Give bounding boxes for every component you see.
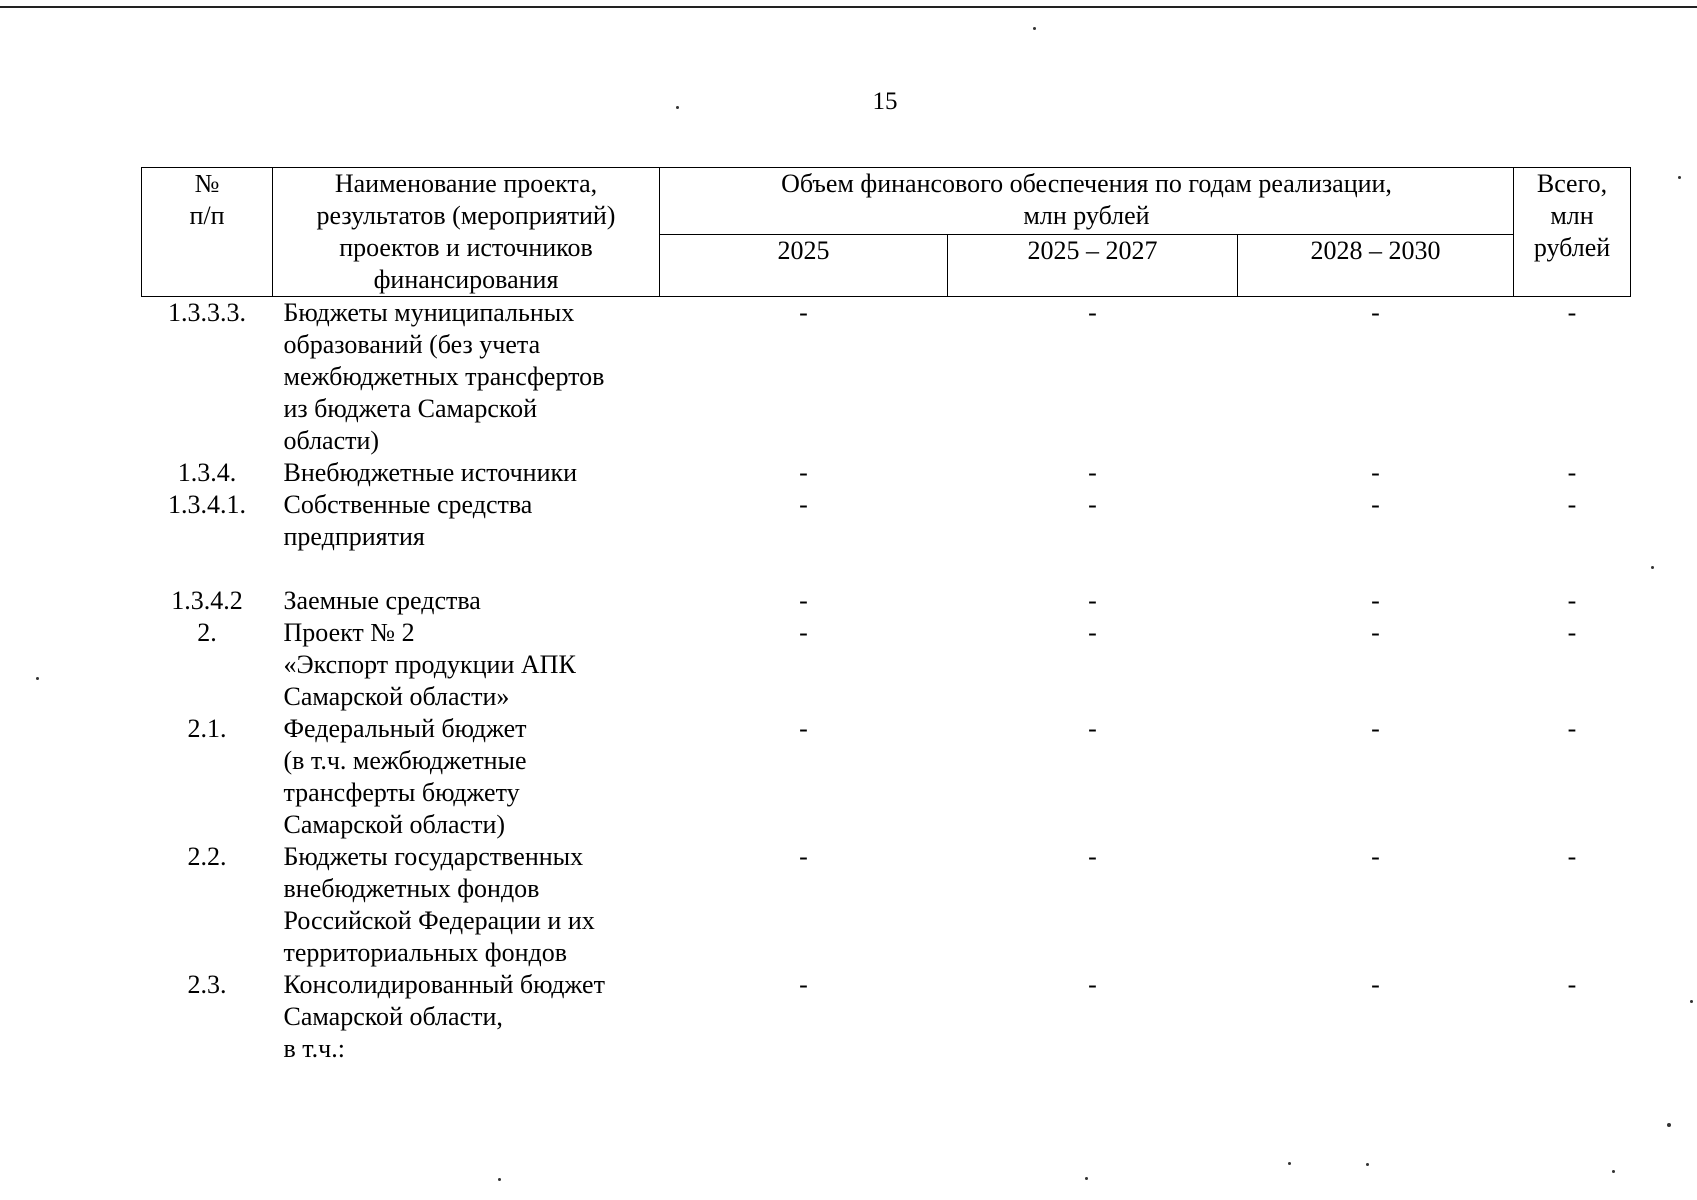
header-year-2028-2030: 2028 – 2030: [1238, 234, 1514, 296]
table-row: [142, 585, 1631, 617]
financing-table: [141, 167, 1631, 1065]
row-value-2025: -: [799, 970, 808, 999]
table-row: [142, 297, 1631, 458]
row-name: Бюджеты государственных внебюджетных фондов Российской Федерации и их территориальных фондов: [283, 842, 595, 967]
row-value-2025-2027: -: [1088, 458, 1097, 487]
row-value-total: -: [1567, 298, 1577, 327]
row-number: 2.2.: [187, 842, 227, 871]
row-number: 1.3.4.: [177, 458, 237, 487]
row-value-2025: -: [799, 298, 808, 327]
row-number: 1.3.4.2: [171, 586, 243, 615]
row-value-2028-2030: -: [1371, 458, 1380, 487]
row-value-2025: -: [799, 586, 808, 615]
scan-speck: [498, 1178, 501, 1181]
scan-speck: [1678, 176, 1681, 179]
row-spacer: [142, 553, 1631, 585]
row-value-2025-2027: -: [1088, 298, 1097, 327]
top-border-line: [0, 6, 1697, 8]
row-value-2028-2030: -: [1371, 618, 1380, 647]
scan-speck: [676, 106, 679, 109]
scan-speck: [1651, 566, 1654, 569]
row-value-total: -: [1567, 714, 1577, 743]
row-value-total: -: [1567, 490, 1577, 519]
scan-speck: [1690, 1000, 1693, 1003]
row-value-2028-2030: -: [1371, 714, 1380, 743]
header-total: Всего, млн рублей: [1514, 168, 1631, 297]
scan-speck: [1612, 1170, 1615, 1173]
row-number: 1.3.3.3.: [168, 298, 246, 327]
row-value-total: -: [1567, 458, 1577, 487]
row-value-2025: -: [799, 618, 808, 647]
row-value-total: -: [1567, 618, 1577, 647]
row-value-2025: -: [799, 714, 808, 743]
scan-speck: [1033, 27, 1036, 30]
row-value-2025-2027: -: [1088, 970, 1097, 999]
row-value-2025: -: [799, 458, 808, 487]
row-name: Собственные средства предприятия: [283, 490, 533, 551]
row-value-2025-2027: -: [1088, 618, 1097, 647]
row-value-2025: -: [799, 842, 808, 871]
row-value-2025: -: [799, 490, 808, 519]
header-year-2025-2027: 2025 – 2027: [948, 234, 1238, 296]
row-number: 1.3.4.1.: [168, 490, 246, 519]
row-number: 2.: [197, 618, 217, 647]
row-name: Внебюджетные источники: [283, 458, 578, 487]
row-value-total: -: [1567, 842, 1577, 871]
table-row: [142, 457, 1631, 489]
row-name: Консолидированный бюджет Самарской области, в т.ч.:: [283, 970, 605, 1063]
row-value-2028-2030: -: [1371, 970, 1380, 999]
table-row: [142, 841, 1631, 969]
row-value-2028-2030: -: [1371, 298, 1380, 327]
row-value-2025-2027: -: [1088, 586, 1097, 615]
table-row: [142, 969, 1631, 1065]
table-row: [142, 617, 1631, 713]
page-number: 15: [872, 88, 898, 115]
scan-speck: [1667, 1123, 1671, 1127]
row-name: Проект № 2 «Экспорт продукции АПК Самарской области»: [283, 618, 576, 711]
header-volume-group: Объем финансового обеспечения по годам реализации, млн рублей: [660, 168, 1514, 235]
row-value-2028-2030: -: [1371, 586, 1380, 615]
header-year-2025: 2025: [660, 234, 948, 296]
row-value-total: -: [1567, 970, 1577, 999]
row-number: 2.3.: [187, 970, 227, 999]
row-name: Заемные средства: [283, 586, 481, 615]
table-row: [142, 489, 1631, 553]
header-number: № п/п: [142, 168, 273, 297]
table-row: [142, 713, 1631, 841]
header-name: Наименование проекта, результатов (мероприятий) проектов и источников финансирования: [273, 168, 660, 297]
scan-speck: [1288, 1162, 1291, 1165]
row-value-2025-2027: -: [1088, 714, 1097, 743]
row-value-2025-2027: -: [1088, 842, 1097, 871]
row-number: 2.1.: [187, 714, 227, 743]
scan-speck: [1085, 1177, 1088, 1180]
row-value-2025-2027: -: [1088, 490, 1097, 519]
row-name: Федеральный бюджет (в т.ч. межбюджетные трансферты бюджету Самарской области): [283, 714, 527, 839]
row-name: Бюджеты муниципальных образований (без учета межбюджетных трансфертов из бюджета Самарской области): [283, 298, 605, 455]
scan-speck: [1366, 1163, 1369, 1166]
row-value-2028-2030: -: [1371, 842, 1380, 871]
scan-speck: [36, 677, 39, 680]
row-value-2028-2030: -: [1371, 490, 1380, 519]
row-value-total: -: [1567, 586, 1577, 615]
